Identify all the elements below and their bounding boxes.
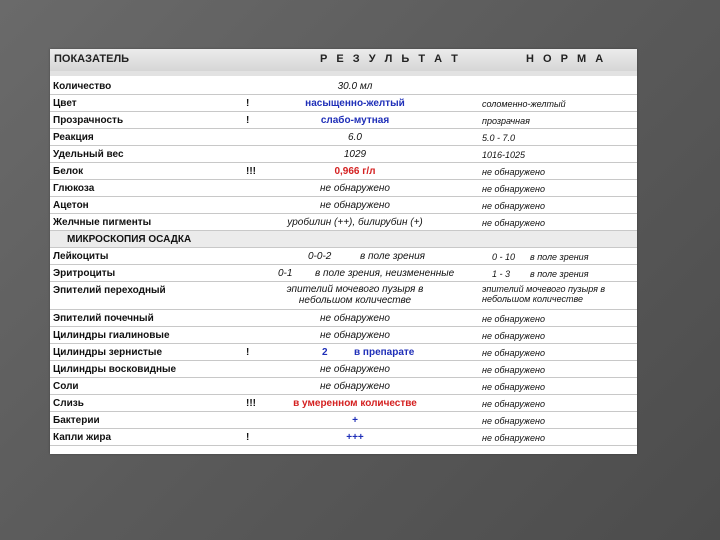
- table-row: Эпителий почечный не обнаружено не обнаружено: [50, 310, 637, 327]
- table-row: Цилиндры восковидные не обнаружено не обнаружено: [50, 361, 637, 378]
- table-row: Ацетон не обнаружено не обнаружено: [50, 197, 637, 214]
- table-row: Эритроциты 0-1 в поле зрения, неизмененные 1 - 3 в поле зрения: [50, 265, 637, 282]
- table-row: Прозрачность ! слабо-мутная прозрачная: [50, 112, 637, 129]
- table-row: Глюкоза не обнаружено не обнаружено: [50, 180, 637, 197]
- table-row: Количество 30.0 мл: [50, 78, 637, 95]
- lab-results-slide: [50, 49, 637, 454]
- table-header: [50, 49, 637, 71]
- header-indicator: ПОКАЗАТЕЛЬ: [54, 53, 130, 65]
- table-row: Слизь !!! в умеренном количестве не обнаружено: [50, 395, 637, 412]
- header-divider: [50, 71, 637, 76]
- header-result: Р Е З У Л Ь Т А Т: [320, 53, 461, 65]
- table-row: Желчные пигменты уробилин (++), билирубин (+) не обнаружено: [50, 214, 637, 231]
- table-row: Соли не обнаружено не обнаружено: [50, 378, 637, 395]
- table-row: Удельный вес 1029 1016-1025: [50, 146, 637, 163]
- section-title: МИКРОСКОПИЯ ОСАДКА: [67, 234, 192, 245]
- table-row: Белок !!! 0,966 г/л не обнаружено: [50, 163, 637, 180]
- section-row: [50, 231, 637, 248]
- table-row: Капли жира ! +++ не обнаружено: [50, 429, 637, 446]
- table-row: Лейкоциты 0-0-2 в поле зрения 0 - 10 в поле зрения: [50, 248, 637, 265]
- table-row: Реакция 6.0 5.0 - 7.0: [50, 129, 637, 146]
- table-row: Цилиндры зернистые ! 2 в препарате не обнаружено: [50, 344, 637, 361]
- table-row: Эпителий переходный эпителий мочевого пузыря в небольшом количестве эпителий мочевого пузыря в небольшом количестве: [50, 282, 637, 310]
- table-row: Цилиндры гиалиновые не обнаружено не обнаружено: [50, 327, 637, 344]
- table-row: Цвет ! насыщенно-желтый соломенно-желтый: [50, 95, 637, 112]
- header-norm: Н О Р М А: [526, 53, 607, 65]
- table-row: Бактерии + не обнаружено: [50, 412, 637, 429]
